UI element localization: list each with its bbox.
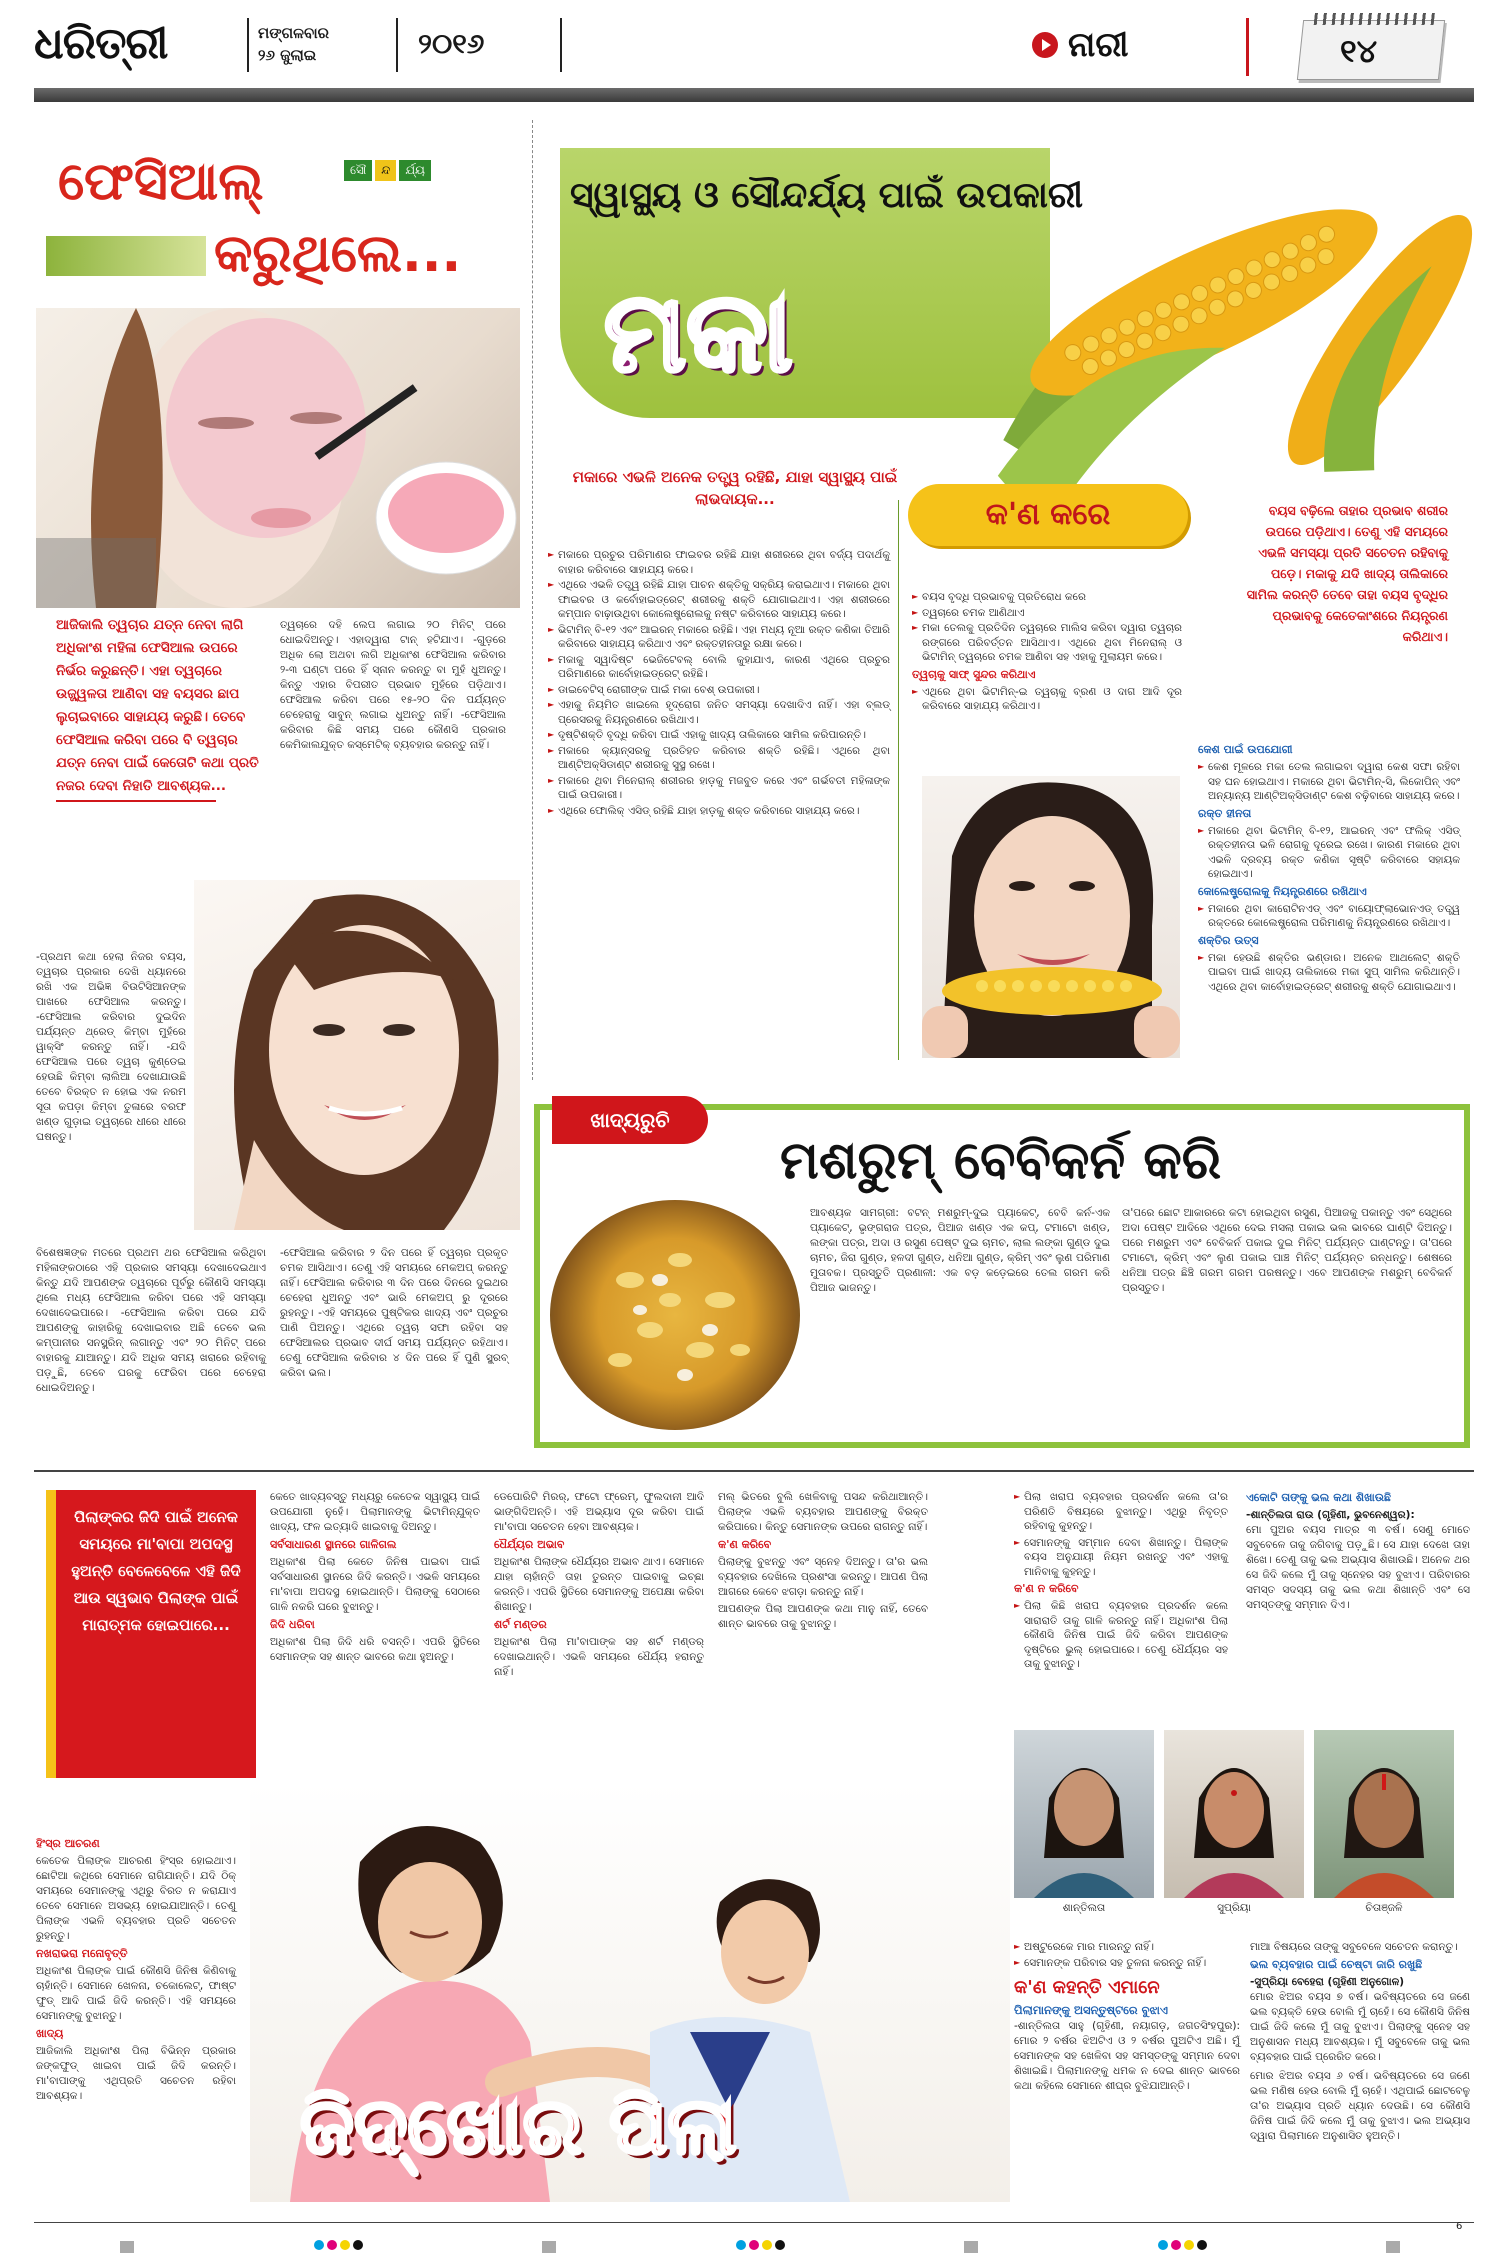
child-intro-box — [46, 1490, 256, 1778]
expert-left-text: -ଶାନ୍ତିଲତା ସାହୁ (ଗୃହିଣୀ, ନୟାଗଡ଼, ଜଗତସିଂହପୁର): ମୋର ୨ ବର୍ଷର ଝିଅଟିଏ ଓ ୨ ବର୍ଷର ପୁଅଟିଏ ଅଛି। ମୁଁ ସେମାନଙ୍କ ସହ ଖେଳିବା ସହ ସମସ୍ତଙ୍କୁ ସମ୍ମାନ ଦେବା ଶିଖାଇଛି। ପିଲାମାନଙ୍କୁ ଧମକ ନ ଦେଇ ଶାନ୍ତ ଭାବରେ କଥା କହିଲେ ସେମାନେ ଶୀଘ୍ର ବୁଝିଯାଆନ୍ତି। — [1014, 2020, 1240, 2092]
portrait-3 — [1314, 1730, 1454, 1930]
child-top-rule — [34, 1470, 1474, 1472]
child-c2-text-2: ଅଧିକାଂଶ ପିଲା ଜିଦି ଧରି ବସନ୍ତି। ଏପରି ସ୍ଥିତିରେ ସେମାନଙ୍କ ସହ ଶାନ୍ତ ଭାବରେ କଥା ହୁଅନ୍ତୁ। — [270, 1636, 480, 1663]
masthead-logo: ଧରିତ୍ରୀ — [34, 18, 168, 69]
corn-divider-line — [898, 500, 899, 1060]
portrait-1-caption: ଶାନ୍ତିଲତା — [1062, 1902, 1106, 1914]
facial-tag-3: ର୍ଯ୍ୟ — [399, 160, 431, 181]
portrait-2 — [1164, 1730, 1304, 1930]
child-col5-bottom — [1014, 1940, 1240, 2094]
child-col-2 — [270, 1488, 480, 1665]
child-col6-bottom — [1250, 1940, 1470, 2144]
facial-bottom-a — [36, 1246, 266, 1396]
portrait-2-caption: ସୁପ୍ରିୟା — [1217, 1902, 1251, 1914]
child-c2-text-1: ଅଧିକାଂଶ ପିଲା କେତେ ଜିନିଷ ପାଇବା ପାଇଁ ସର୍ବସାଧାରଣ ସ୍ଥାନରେ ଜିଦି କରନ୍ତି। ଏଭଳି ସମୟରେ ମା'ବାପା ଅପଦସ୍ଥ ହୋଇଥାନ୍ତି। ପିଲାଙ୍କୁ ସେଠାରେ ଗାଳି ନକରି ଘରେ ବୁଝାନ୍ତୁ। — [270, 1556, 480, 1613]
date: ୨୬ ଜୁଲାଇ — [258, 46, 317, 64]
experts-sub: ପିଲାମାନଙ୍କୁ ଅସନ୍ତୁଷ୍ଟରେ ବୁଝାଏ — [1014, 2003, 1168, 2017]
color-registration-icon — [120, 2240, 134, 2254]
corn-mid-bullet: ► ତ୍ୱଚାରେ ଚମକ ଆଣିଥାଏ — [912, 606, 1182, 621]
corn-bullet: ► ଏଥିରେ ଫୋଲିକ୍ ଏସିଡ୍ ରହିଛି ଯାହା ହାଡ଼କୁ ଶକ୍ତ କରିବାରେ ସାହାଯ୍ୟ କରେ। — [548, 804, 890, 819]
col6-text2: ମୋର ଝିଅର ବୟସ ୭ ବର୍ଷ। ଭବିଷ୍ୟତରେ ସେ ଜଣେ ଭଲ ବ୍ୟକ୍ତି ହେଉ ବୋଲି ମୁଁ ଚାହେଁ। ସେ କୌଣସି ଜିନିଷ ପାଇଁ ଜିଦି କଲେ ମୁଁ ତାକୁ ବୁଝାଏ। ପିଲାଙ୍କୁ ସ୍ନେହ ସହ ଅନୁଶାସନ ମଧ୍ୟ ଆବଶ୍ୟକ। ମୁଁ ସବୁବେଳେ ତାକୁ ଭଲ ବ୍ୟବହାର ପାଇଁ ପ୍ରେରିତ କରେ। — [1250, 1991, 1470, 2063]
portrait-3-photo — [1314, 1730, 1454, 1898]
color-registration-icon — [964, 2240, 978, 2254]
color-registration-icon — [1386, 2240, 1400, 2254]
header-date — [258, 22, 398, 66]
weekday: ମଙ୍ଗଳବାର — [258, 24, 330, 42]
facial-tag — [344, 160, 431, 181]
masthead — [34, 16, 244, 72]
registration-marks — [120, 2240, 1400, 2254]
cholesterol-head: କୋଲେଷ୍ଟ୍ରୋଲକୁ ନିୟନ୍ତ୍ରଣରେ ରଖିଥାଏ — [1198, 884, 1367, 898]
col6-head: ଏକୋଟି ତାଙ୍କୁ ଭଲ କଥା ଶିଖାଉଛି — [1246, 1491, 1391, 1504]
col5-bottom-1: ► ଅଷ୍ଟୁରେକେ ମାର ମାରନ୍ତୁ ନାହିଁ। — [1014, 1940, 1240, 1955]
year: ୨୦୧୬ — [418, 27, 485, 60]
color-registration-icon — [736, 2240, 785, 2254]
col6-head2: ଭଲ ବ୍ୟବହାର ପାଇଁ ଚେଷ୍ଟା ଜାରି ରଖୁଛି — [1250, 1958, 1423, 1971]
child-c4-head-1: କ'ଣ କରିବେ — [718, 1538, 772, 1551]
corn-right-col — [1198, 740, 1460, 995]
corn-bullet: ► ମକାରେ ଥିବା ମିନେରାଲ୍ ଶରୀରର ହାଡ଼କୁ ମଜବୁତ କରେ ଏବଂ ଗର୍ଭବତୀ ମହିଳାଙ୍କ ପାଇଁ ଉପକାରୀ। — [548, 774, 890, 803]
header-divider-4 — [1246, 18, 1249, 76]
child-c1-head-1: ନଖରାଭରା ମନୋବୃତ୍ତି — [36, 1947, 128, 1960]
corn-mid-bullet: ► ମକା ତେଲକୁ ପ୍ରତିଦିନ ତ୍ୱଚାରେ ମାଲିସ କରିବା ଦ୍ୱାରା ତ୍ୱଚାର ରଙ୍ଗରେ ପରିବର୍ତ୍ତନ ଆସିଥାଏ। ଏଥିରେ ଥିବା ମିନେରାଲ୍ ଓ ଭିଟାମିନ୍ ତ୍ୱଚାରେ ଚମକ ଆଣିବା ସହ ଏହାକୁ ମୁଲାୟମ କରେ। — [912, 621, 1182, 665]
facial-title-line2: କରୁଥିଲେ... — [214, 224, 462, 284]
facial-col-a-text: -ପ୍ରଥମ କଥା ହେଲା ନିଜର ବୟସ, ତ୍ୱଚାର ପ୍ରକାର ଦେଖି ଧ୍ୟାନରେ ରଖି ଏକ ଅଭିଜ୍ଞ ବିଉଟିସିଆନଙ୍କ ପାଖରେ ଫେସିଆଲ କରନ୍ତୁ। -ଫେସିଆଲ କରିବାର ଦୁଇଦିନ ପର୍ଯ୍ୟନ୍ତ ଥ୍ରେଡ୍ କିମ୍ବା ମୁହଁରେ ୱାକ୍ସିଂ କରନ୍ତୁ ନାହିଁ। -ଯଦି ଫେସିଆଲ ପରେ ତ୍ୱଚା କୁଣ୍ଡେଇ ହେଉଛି କିମ୍ବା ଲାଲିଆ ଦେଖାଯାଉଛି ତେବେ ବିରକ୍ତ ନ ହୋଇ ଏକ ନରମ ସୂତା କପଡ଼ା କିମ୍ବା ତୁଳାରେ ବରଫ ଖଣ୍ଡ ଗୁଡ଼ାଇ ତ୍ୱଚାରେ ଧୀରେ ଧୀରେ ଘଷନ୍ତୁ। — [36, 951, 186, 1143]
child-col-4 — [718, 1488, 928, 1632]
facial-title-line1: ଫେସିଆଲ୍ — [58, 152, 264, 212]
child-c3-text-0: ଡେପୋରିଟି ମିରର୍, ଫଟୋ ଫ୍ରେମ୍, ଫୁଲଦାନୀ ଆଦି ଭାଙ୍ଗିଦିଅନ୍ତି। ଏହି ଅଭ୍ୟାସ ଦୂର କରିବା ପାଇଁ ମା'ବାପା ସଚେତନ ହେବା ଆବଶ୍ୟକ। — [494, 1491, 704, 1533]
child-c1-head-0: ହିଂସ୍ର ଆଚରଣ — [36, 1837, 100, 1850]
footer-rule — [34, 2222, 1474, 2223]
child-c3-head-2: ଶର୍ଟ ମଣ୍ଡର — [494, 1618, 547, 1631]
child-c1-text-2: ଆଜିକାଲି ଅଧିକାଂଶ ପିଲା ବିଭିନ୍ନ ପ୍ରକାର ଜଙ୍କଫୁଡ୍ ଖାଇବା ପାଇଁ ଜିଦି କରନ୍ତି। ମା'ବାପାଙ୍କୁ ଏଥିପ୍ରତି ସଚେତନ ରହିବା ଆବଶ୍ୟକ। — [36, 2045, 236, 2102]
facial-title-accent-bar — [46, 236, 206, 276]
color-registration-icon — [542, 2240, 556, 2254]
child-c3-text-1: ଅଧିକାଂଶ ପିଲାଙ୍କ ଧୈର୍ଯ୍ୟର ଅଭାବ ଥାଏ। ସେମାନେ ଯାହା ଚାହାଁନ୍ତି ତାହା ତୁରନ୍ତ ପାଇବାକୁ ଇଚ୍ଛା କରନ୍ତି। ଏପରି ସ୍ଥିତିରେ ସେମାନଙ୍କୁ ଅପେକ୍ଷା କରିବା ଶିଖାନ୍ତୁ। — [494, 1556, 704, 1613]
smiling-woman-photo — [194, 880, 520, 1230]
what-it-does-label: କ'ଣ କରେ — [985, 497, 1111, 532]
energy-text: ► ମକା ହେଉଛି ଶକ୍ତିର ଭଣ୍ଡାର। ଅନେକ ଆଥଲେଟ୍ ଶକ୍ତି ପାଇବା ପାଇଁ ଖାଦ୍ୟ ତାଲିକାରେ ମକା ସୁପ୍ ସାମିଲ କରିଥାନ୍ତି। ଏଥିରେ ଥିବା କାର୍ବୋହାଇଡ୍ରେଟ୍ ଶରୀରକୁ ଶକ୍ତି ଯୋଗାଇଥାଏ। — [1198, 951, 1460, 995]
section-name: ନାରୀ — [1068, 25, 1129, 65]
corn-bullet: ► ମକାରେ ପ୍ରଚୁର ପରିମାଣର ଫାଇବର ରହିଛି ଯାହା ଶରୀରରେ ଥିବା ବର୍ଜ୍ୟ ପଦାର୍ଥକୁ ବାହାର କରିବାରେ ସାହାଯ୍ୟ କରେ। — [548, 548, 890, 577]
anemia-head: ରକ୍ତ ହୀନତା — [1198, 806, 1252, 820]
corn-bullets — [548, 548, 890, 819]
corn-kicker: ସ୍ୱାସ୍ଥ୍ୟ ଓ ସୌନ୍ଦର୍ଯ୍ୟ ପାଇଁ ଉପକାରୀ — [570, 175, 1084, 216]
col5-bottom-2: ► ସେମାନଙ୍କ ପରିବାର ସହ ତୁଳନା କରନ୍ତୁ ନାହିଁ। — [1014, 1956, 1240, 1971]
corn-skin-head: ତ୍ୱଚାକୁ ସାଫ୍ ସୁନ୍ଦର କରିଥାଏ — [912, 667, 1036, 681]
corn-mid-col — [912, 590, 1182, 715]
hair-head: କେଶ ପାଇଁ ଉପଯୋଗୀ — [1198, 743, 1293, 756]
facial-col-b — [280, 618, 506, 753]
facial-col-b-text: ତ୍ୱଚାରେ ଦହି ଲେପ ଲଗାଇ ୨୦ ମିନିଟ୍ ପରେ ଧୋଇଦିଅନ୍ତୁ। ଏହାଦ୍ୱାରା ଟାନ୍ ହଟିଯାଏ। -ଗୁଡ଼ରେ ଅଧିକ ଲୋ ଅଥବା ଲଗି ଅଧିକାଂଶ ଫେସିଆଲ କରିବାର ୨-୩ ଘଣ୍ଟା ପରେ ହିଁ ସ୍ନାନ କରନ୍ତୁ ବା ମୁହଁ ଧୁଅନ୍ତୁ। କିନ୍ତୁ ଏହାର ବିପରୀତ ପ୍ରଭାବ ମୁହଁରେ ପଡ଼ିଥାଏ। ଫେସିଆଲ କରିବା ପରେ ୧୫-୨୦ ଦିନ ପର୍ଯ୍ୟନ୍ତ ଚେହେରାକୁ ସାବୁନ୍ ଲଗାଇ ଧୁଅନ୍ତୁ ନାହିଁ। -ଫେସିଆଲ କରିବାର କିଛି ସମୟ ପରେ କୌଣସି ପ୍ରକାର କେମିକାଲଯୁକ୍ତ କସ୍ମେଟିକ୍ ବ୍ୟବହାର କରନ୍ତୁ ନାହିଁ। — [280, 619, 506, 751]
corn-bullet: ► ଦୃଷ୍ଟିଶକ୍ତି ବୃଦ୍ଧି କରିବା ପାଇଁ ଏହାକୁ ଖାଦ୍ୟ ତାଲିକାରେ ସାମିଲ କରିପାରନ୍ତି। — [548, 728, 890, 743]
corn-bullet: ► ଡାଇବେଟିସ୍ ରୋଗୀଙ୍କ ପାଇଁ ମକା ବେଶ୍ ଉପକାରୀ। — [548, 683, 890, 698]
corn-cobs-photo — [910, 150, 1474, 490]
portrait-3-caption: ଚିତାଞ୍ଜଳି — [1365, 1902, 1403, 1914]
child-title: ଜିଦ୍‌ଖୋର ପିଲା — [300, 2082, 737, 2172]
portrait-1-photo — [1014, 1730, 1154, 1898]
header-divider-1 — [247, 18, 249, 72]
corn-bullet: ► ଭିଟାମିନ୍ ବି-୧୨ ଏବଂ ଆଇରନ୍ ମକାରେ ରହିଛି। ଏହା ମଧ୍ୟ ନୂଆ ରକ୍ତ କଣିକା ତିଆରି କରିବାରେ ସାହାଯ୍ୟ କରିଥାଏ ଏବଂ ରକ୍ତହୀନତାରୁ ରକ୍ଷା କରେ। — [548, 623, 890, 652]
recipe-tag — [552, 1096, 708, 1144]
play-icon — [1032, 32, 1058, 58]
cholesterol-text: ► ମକାରେ ଥିବା କାରୋଟିନଏଡ୍ ଏବଂ ବାୟୋଫ୍ଲାଭୋନଏଡ୍ ତତ୍ତ୍ୱ ରକ୍ତରେ କୋଲେଷ୍ଟ୍ରୋଲ ପରିମାଣକୁ ନିୟନ୍ତ୍ରଣରେ ରଖିଥାଏ। — [1198, 902, 1460, 931]
child-c2-head-1: ସର୍ବସାଧାରଣ ସ୍ଥାନରେ ଗାଳିଗଲ — [270, 1538, 397, 1551]
child-c2-head-2: ଜିଦି ଧରିବା — [270, 1618, 315, 1631]
facial-intro-underline — [56, 800, 216, 802]
energy-head: ଶକ୍ତିର ଉତ୍ସ — [1198, 933, 1259, 947]
recipe-title: ମଶରୁମ୍ ବେବିକର୍ନ କରି — [780, 1131, 1222, 1191]
facial-col-a — [36, 950, 186, 1145]
corn-bullet: ► ମକାକୁ ସ୍ୱାଦିଷ୍ଟ ଭେଜିଟେବଲ୍ ବୋଲି କୁହାଯାଏ, କାରଣ ଏଥିରେ ପ୍ରଚୁର ପରିମାଣରେ କାର୍ବୋହାଇଡ୍ରେଟ୍ ରହିଛି। — [548, 653, 890, 682]
child-intro-text: ପିଲାଙ୍କର ଜିଦି ପାଇଁ ଅନେକ ସମୟରେ ମା'ବାପା ଅପଦସ୍ଥ ହୁଅନ୍ତି ବେଳେବେଳେ ଏହି ଜିଦି ଆଉ ସ୍ୱଭାବ ପିଲାଙ୍କ ପାଇଁ ମାରାତ୍ମକ ହୋଇପାରେ... — [71, 1508, 241, 1634]
facial-tag-2: ନ୍ଦ — [375, 160, 396, 181]
corn-bullet: ► ଏହାକୁ ନିୟମିତ ଖାଇଲେ ହୃଦ୍‌ରୋଗ ଜନିତ ସମସ୍ୟା ଦେଖାଦିଏ ନାହିଁ। ଏହା ବ୍ଲଡ୍ ପ୍ରେସରକୁ ନିୟନ୍ତ୍ରଣରେ ରଖିଥାଏ। — [548, 698, 890, 727]
facial-tag-1: ସୌ — [344, 160, 372, 181]
facial-intro — [56, 614, 266, 906]
corn-title: ମକା — [604, 268, 793, 396]
child-c4-text-1: ପିଲାଙ୍କୁ ବୁଝନ୍ତୁ ଏବଂ ସ୍ନେହ ଦିଅନ୍ତୁ। ତା'ର ଭଲ ବ୍ୟବହାର ଦେଖିଲେ ପ୍ରଶଂସା କରନ୍ତୁ। ଆପଣ ପିଲା ଆଗରେ କେବେ ଝଗଡ଼ା କରନ୍ତୁ ନାହିଁ। — [718, 1556, 928, 1598]
mushroom-babycorn-dish-photo — [550, 1200, 800, 1430]
recipe-tag-label: ଖାଦ୍ୟରୁଚି — [590, 1108, 670, 1132]
child-c4-text-2: ଆପଣଙ୍କ ପିଲା ଆପଣଙ୍କ କଥା ମାନୁ ନାହିଁ, ତେବେ ଶାନ୍ତ ଭାବରେ ତାକୁ ବୁଝାନ୍ତୁ। — [718, 1603, 928, 1630]
recipe-right-col — [1122, 1206, 1452, 1296]
portrait-2-photo — [1164, 1730, 1304, 1898]
child-c3-head-1: ଧୈର୍ଯ୍ୟର ଅଭାବ — [494, 1538, 565, 1551]
recipe-left-text: ଆବଶ୍ୟକ ସାମଗ୍ରୀ: ବଟନ୍ ମଶରୁମ୍-ଦୁଇ ପ୍ୟାକେଟ୍, ବେବି କର୍ନ-ଏକ ପ୍ୟାକେଟ୍, ଭୃଙ୍ଗରାଜ ପତ୍ର, ପିଆଜ ଖଣ୍ଡ ଏକ କପ୍, ଟମାଟୋ ଖଣ୍ଡ, ଲଙ୍କା ପତ୍ର, ଅଦା ଓ ରସୁଣ ପେଷ୍ଟ ଦୁଇ ଚାମଚ, ଲାଲ ଲଙ୍କା ଗୁଣ୍ଡ ଦୁଇ ଚାମଚ, ଜିରା ଗୁଣ୍ଡ, ହଳଦୀ ଗୁଣ୍ଡ, ଧନିଆ ଗୁଣ୍ଡ, କ୍ରିମ୍ ଏବଂ ଲୁଣ ପରିମାଣ ମୁତାବକ। ପ୍ରସ୍ତୁତି ପ୍ରଣାଳୀ: ଏକ ବଡ଼ କଡ଼େଇରେ ତେଲ ଗରମ କରି ପିଆଜ ଭାଜନ୍ତୁ। — [810, 1207, 1110, 1294]
hair-text: ► କେଶ ମୂଳରେ ମକା ତେଲ ଲଗାଇବା ଦ୍ୱାରା କେଶ ସଫା ରହିବା ସହ ଘନ ହୋଇଥାଏ। ମକାରେ ଥିବା ଭିଟାମିନ୍-ସି, ଲିକୋପିନ୍ ଏବଂ ଅନ୍ୟାନ୍ୟ ଆଣ୍ଟିଅକ୍ସିଡାଣ୍ଟ କେଶ ବଢ଼ିବାରେ ସାହାଯ୍ୟ କରେ। — [1198, 760, 1460, 804]
child-c5-text-0: ► ପିଲା ଖରାପ ବ୍ୟବହାର ପ୍ରଦର୍ଶନ କଲେ ତା'ର ପରିଣତି ବିଷୟରେ ବୁଝାନ୍ତୁ। ଏଥିରୁ ନିବୃତ୍ତ ରହିବାକୁ କୁହନ୍ତୁ। — [1014, 1490, 1228, 1534]
corn-red-note: ବୟସ ବଢ଼ିଲେ ତାହାର ପ୍ରଭାବ ଶରୀର ଉପରେ ପଡ଼ିଥାଏ। ତେଣୁ ଏହି ସମୟରେ ଏଭଳି ସମସ୍ୟା ପ୍ରତି ସଚେତନ ରହିବାକୁ ପଡ଼େ। ମକାକୁ ଯଦି ଖାଦ୍ୟ ତାଲିକାରେ ସାମିଲ କରନ୍ତି ତେବେ ତାହା ବୟସ ବୃଦ୍ଧିର ପ୍ରଭାବକୁ କେତେକାଂଶରେ ନିୟନ୍ତ୍ରଣ କରିଥାଏ। — [1246, 503, 1448, 644]
color-registration-icon — [314, 2240, 363, 2254]
col6-byline2: -ସୁପ୍ରିୟା ବେହେରା (ଗୃହିଣୀ ଅନୁଗୋଳ) — [1250, 1976, 1405, 1988]
child-c2-text-0: କେତେ ଖାଦ୍ୟବସ୍ତୁ ମଧ୍ୟରୁ କେତେକ ସ୍ୱାସ୍ଥ୍ୟ ପାଇଁ ଉପଯୋଗୀ ନୁହେଁ। ପିଲାମାନଙ୍କୁ ଭିଟାମିନ୍‌ଯୁକ୍ତ ଖାଦ୍ୟ, ଫଳ ଇତ୍ୟାଦି ଖାଇବାକୁ ଦିଅନ୍ତୁ। — [270, 1491, 480, 1533]
child-col-5 — [1014, 1488, 1228, 1673]
calendar-rings-icon — [1314, 13, 1435, 25]
facial-mask-photo — [36, 308, 520, 608]
section-separator — [532, 120, 534, 1080]
child-c5-text-2: ► ପିଲା କିଛି ଖରାପ ବ୍ୟବହାର ପ୍ରଦର୍ଶନ କଲେ ସାରାରାତି ତାକୁ ଗାଳି କରନ୍ତୁ ନାହିଁ। ଅଧିକାଂଶ ପିଲା କୌଣସି ଜିନିଷ ପାଇଁ ଜିଦି କରିବା ଆପଣଙ୍କ ଦୃଷ୍ଟିରେ ଭୁଲ୍ ହୋଇପାରେ। ତେଣୁ ଧୈର୍ଯ୍ୟର ସହ ତାକୁ ବୁଝାନ୍ତୁ। — [1014, 1599, 1228, 1672]
facial-bottom-a-text: ବିଶେଷଜ୍ଞଙ୍କ ମତରେ ପ୍ରଥମ ଥର ଫେସିଆଲ କରିଥିବା ମହିଳାଙ୍କଠାରେ ଏହି ପ୍ରକାର ସମସ୍ୟା ଦେଖାଦେଇଥାଏ କିନ୍ତୁ ଯଦି ଆପଣଙ୍କ ତ୍ୱଚାରେ ପୂର୍ବରୁ କୌଣସି ସମସ୍ୟା ଥିଲେ ମଧ୍ୟ ଫେସିଆଲ କରିବା ପରେ ଏହି ସମସ୍ୟା ଦେଖାଦେଇପାରେ। -ଫେସିଆଲ କରିବା ପରେ ଯଦି ଆପଣଙ୍କୁ କାହାରିକୁ ଦେଖାଇବାର ଅଛି ତେବେ ଭଲ କମ୍ପାନୀର ସନସ୍କ୍ରିନ୍ ଲଗାନ୍ତୁ ଏବଂ ୨୦ ମିନିଟ୍ ପରେ ବାହାରକୁ ଯାଆନ୍ତୁ। ଯଦି ଅଧିକ ସମୟ ଖରାରେ ରହିବାକୁ ପଡ଼ୁଛି, ତେବେ ଘରକୁ ଫେରିବା ପରେ ଚେହେରା ଧୋଇଦିଅନ୍ତୁ। — [36, 1247, 266, 1394]
footer-page-num: 6 — [1456, 2221, 1463, 2232]
child-c5-text-1: ► ସେମାନଙ୍କୁ ସମ୍ମାନ ଦେବା ଶିଖାନ୍ତୁ। ପିଲାଙ୍କ ବୟସ ଅନୁଯାୟୀ ନିୟମ ରଖନ୍ତୁ ଏବଂ ଏହାକୁ ମାନିବାକୁ କୁହନ୍ତୁ। — [1014, 1536, 1228, 1580]
child-col-1 — [36, 1834, 236, 2104]
experts-head: କ'ଣ କହନ୍ତି ଏମାନେ — [1014, 1977, 1160, 1998]
expert-right-text: ମୋର ଝିଅର ବୟସ ୬ ବର୍ଷ। ଭବିଷ୍ୟତରେ ସେ ଜଣେ ଭଲ ମଣିଷ ହେଉ ବୋଲି ମୁଁ ଚାହେଁ। ଏଥିପାଇଁ ଛୋଟବେଳୁ ତା'ର ଅଭ୍ୟାସ ପ୍ରତି ଧ୍ୟାନ ଦେଉଛି। ସେ କୌଣସି ଜିନିଷ ପାଇଁ ଜିଦି କଲେ ମୁଁ ତାକୁ ବୁଝାଏ। ଭଲ ଅଭ୍ୟାସ ଦ୍ୱାରା ପିଲାମାନେ ଅନୁଶାସିତ ହୁଅନ୍ତି। — [1250, 2070, 1470, 2142]
child-col-6 — [1246, 1488, 1470, 1613]
child-col-3 — [494, 1488, 704, 1680]
child-c4-text-0: ମଲ୍ ଭିତରେ ବୁଲି ଖେଳିବାକୁ ପସନ୍ଦ କରିଥାଆନ୍ତି। ପିଲାଙ୍କ ଏଭଳି ବ୍ୟବହାର ଆପଣଙ୍କୁ ବିରକ୍ତ କରିପାରେ। କିନ୍ତୁ ସେମାନଙ୍କ ଉପରେ ରାଗନ୍ତୁ ନାହିଁ। — [718, 1491, 928, 1533]
what-it-does-banner — [908, 484, 1188, 546]
page-number: ୧୪ — [1340, 32, 1378, 70]
child-c1-text-1: ଅଧିକାଂଶ ପିଲାଙ୍କ ପାଇଁ କୌଣସି ଜିନିଷ କିଣିବାକୁ ଚାହାଁନ୍ତି। ସେମାନେ ଖେଳନା, ଚକୋଲେଟ୍, ଫାଷ୍ଟ ଫୁଡ୍ ଆଦି ପାଇଁ ଜିଦି କରନ୍ତି। ଏହି ସମୟରେ ସେମାନଙ୍କୁ ବୁଝାନ୍ତୁ। — [36, 1965, 236, 2022]
header-divider-3 — [560, 18, 562, 72]
child-c1-head-2: ଖାଦ୍ୟ — [36, 2027, 64, 2040]
facial-intro-text: ଆଜିକାଲି ତ୍ୱଚାର ଯତ୍ନ ନେବା ଲାଗି ଅଧିକାଂଶ ମହିଳା ଫେସିଆଲ ଉପରେ ନିର୍ଭର କରୁଛନ୍ତି। ଏହା ତ୍ୱଚାରେ ଉଜ୍ଜ୍ୱଳତା ଆଣିବା ସହ ବୟସର ଛାପ ଲୁଚାଇବାରେ ସାହାଯ୍ୟ କରୁଛି। ତେବେ ଫେସିଆଲ କରିବା ପରେ ବି ତ୍ୱଚାର ଯତ୍ନ ନେବା ପାଇଁ କେତୋଟି କଥା ପ୍ରତି ନଜର ଦେବା ନିହାତି ଆବଶ୍ୟକ... — [56, 617, 259, 794]
col6-text: ମୋ ପୁଅର ବୟସ ମାତ୍ର ୩ ବର୍ଷ। ସେଣୁ ମୋତେ ସବୁବେଳେ ତାକୁ ଜଗିବାକୁ ପଡ଼ୁଛି। ସେ ଯାହା ଦେଖେ ତାହା ଶିଖେ। ତେଣୁ ତାକୁ ଭଲ ଅଭ୍ୟାସ ଶିଖାଉଛି। ଅନେକ ଥର ସେ ଜିଦି କଲେ ମୁଁ ତାକୁ ସ୍ନେହର ସହ ବୁଝାଏ। ପରିବାରର ସମସ୍ତ ସଦସ୍ୟ ତାକୁ ଭଲ କଥା ଶିଖାନ୍ତି ଏବଂ ସେ ସମସ୍ତଙ୍କୁ ସମ୍ମାନ ଦିଏ। — [1246, 1524, 1470, 1611]
portrait-1 — [1014, 1730, 1154, 1930]
facial-bottom-b — [280, 1246, 508, 1381]
facial-bottom-b-text: -ଫେସିଆଲ କରିବାର ୨ ଦିନ ପରେ ହିଁ ତ୍ୱଚାର ପ୍ରକୃତ ଚମକ ଆସିଥାଏ। ତେଣୁ ଏହି ସମୟରେ ମେକଅପ୍ କରନ୍ତୁ ନାହିଁ। ଫେସିଆଲ କରିବାର ୩ ଦିନ ପରେ ଦିନରେ ଦୁଇଥର ଚେହେରା ଧୁଅନ୍ତୁ ଏବଂ ଭାରି ମେକଅପ୍ ରୁ ଦୂରରେ ରୁହନ୍ତୁ। -ଏହି ସମୟରେ ପୁଷ୍ଟିକର ଖାଦ୍ୟ ଏବଂ ପ୍ରଚୁର ପାଣି ପିଅନ୍ତୁ। ଏଥିରେ ତ୍ୱଚା ସଫା ରହିବା ସହ ଫେସିଆଲର ପ୍ରଭାବ ଦୀର୍ଘ ସମୟ ପର୍ଯ୍ୟନ୍ତ ରହିଥାଏ। ତେଣୁ ଫେସିଆଲ କରିବାର ୪ ଦିନ ପରେ ହିଁ ପୁଣି ସ୍କ୍ରବ୍ କରିବା ଭଲ। — [280, 1247, 508, 1379]
portraits-row — [1014, 1730, 1470, 1930]
corn-mid-bullet: ► ବୟସ ବୃଦ୍ଧି ପ୍ରଭାବକୁ ପ୍ରତିରୋଧ କରେ — [912, 590, 1182, 605]
header-rule — [34, 88, 1474, 102]
child-c3-text-2: ଅଧିକାଂଶ ପିଲା ମା'ବାପାଙ୍କ ସହ ଶର୍ଟ ମଣ୍ଡର୍ ଦେଖାଇଥାନ୍ତି। ଏଭଳି ସମୟରେ ଧୈର୍ଯ୍ୟ ହରାନ୍ତୁ ନାହିଁ। — [494, 1636, 704, 1678]
col6-byline: -ଶାନ୍ତିଲତା ରାଉ (ଗୃହିଣୀ, ଭୁବନେଶ୍ୱର): — [1246, 1509, 1415, 1521]
corn-deck: ମକାରେ ଏଭଳି ଅନେକ ତତ୍ତ୍ୱ ରହିଛି, ଯାହା ସ୍ୱାସ୍ଥ୍ୟ ପାଇଁ ଲାଭଦାୟକ... — [572, 468, 898, 508]
recipe-right-text: ତା'ପରେ ଛୋଟ ଆକାରରେ କଟା ହୋଇଥିବା ରସୁଣ, ପିଆଜକୁ ପକାନ୍ତୁ ଏବଂ ସେଥିରେ ଅଦା ପେଷ୍ଟ ଆଦିରେ ଏଥିରେ ଦେଇ ମସଲା ପକାଇ ଭଲ ଭାବରେ ଘାଣ୍ଟି ଦିଅନ୍ତୁ। ପରେ ମଶରୁମ ଏବଂ ବେବିକର୍ନ ପକାଇ ଦୁଇ ମିନିଟ୍ ପର୍ଯ୍ୟନ୍ତ ଘାଣ୍ଟନ୍ତୁ। ତା'ପରେ ଟମାଟୋ, କ୍ରିମ୍ ଏବଂ ଲୁଣ ପକାଇ ପାଞ୍ଚ ମିନିଟ୍ ପର୍ଯ୍ୟନ୍ତ ରନ୍ଧନ୍ତୁ। ଶେଷରେ ଧନିଆ ପତ୍ର ଛିଞ୍ଚି ଗରମ ଗରମ ପରଷନ୍ତୁ। ଏବେ ଆପଣଙ୍କ ମଶରୁମ୍ ବେବିକର୍ନ ପ୍ରସ୍ତୁତ। — [1122, 1207, 1452, 1294]
woman-eating-corn-photo — [922, 776, 1180, 1058]
recipe-left-col — [810, 1206, 1110, 1296]
anemia-text: ► ମକାରେ ଥିବା ଭିଟାମିନ୍ ବି-୧୨, ଆଇରନ୍ ଏବଂ ଫଲିକ୍ ଏସିଡ୍ ରକ୍ତହୀନତା ଭଳି ରୋଗକୁ ଦୂରେଇ ରଖେ। କାରଣ ମକାରେ ଥିବା ଏଭଳି ଦ୍ରବ୍ୟ ରକ୍ତ କଣିକା ସୃଷ୍ଟି କରିବାରେ ସହାୟକ ହୋଇଥାଏ। — [1198, 824, 1460, 882]
child-c1-text-0: କେତେକ ପିଲାଙ୍କ ଆଚରଣ ହିଂସ୍ର ହୋଇଥାଏ। ଛୋଟିଆ କଥିରେ ସେମାନେ ରାଗିଯାନ୍ତି। ଯଦି ଠିକ୍ ସମୟରେ ସେମାନଙ୍କୁ ଏଥିରୁ ବିରତ ନ କରାଯାଏ ତେବେ ସେମାନେ ଅସଭ୍ୟ ହୋଇଯାଆନ୍ତି। ତେଣୁ ପିଲାଙ୍କ ଏଭଳି ବ୍ୟବହାର ପ୍ରତି ସଚେତନ ରୁହନ୍ତୁ। — [36, 1855, 236, 1942]
corn-bullet: ► ମକାରେ କ୍ୟାନ୍ସରକୁ ପ୍ରତିହତ କରିବାର ଶକ୍ତି ରହିଛି। ଏଥିରେ ଥିବା ଆଣ୍ଟିଅକ୍ସିଡାଣ୍ଟ ଶରୀରକୁ ସୁସ୍ଥ ରଖେ। — [548, 744, 890, 773]
header-divider-2 — [396, 18, 398, 72]
corn-skin-text: ► ଏଥିରେ ଥିବା ଭିଟାମିନ୍-ଇ ତ୍ୱଚାକୁ ବ୍ରଣ ଓ ଦାଗ ଆଦି ଦୂର କରିବାରେ ସାହାଯ୍ୟ କରିଥାଏ। — [912, 685, 1182, 714]
color-registration-icon — [1158, 2240, 1207, 2254]
child-c5-head-2: କ'ଣ ନ କରିବେ — [1014, 1582, 1079, 1595]
corn-bullet: ► ଏଥିରେ ଏଭଳି ତତ୍ତ୍ୱ ରହିଛି ଯାହା ପାଚନ ଶକ୍ତିକୁ ସକ୍ରିୟ କରାଇଥାଏ। ମକାରେ ଥିବା ଫାଇବର ଓ କର୍ବୋହାଇଡ୍ରେଟ୍ ଶରୀରକୁ ଶକ୍ତି ଯୋଗାଇଥାଏ। ଏହା ଶରୀରରେ କମ୍ପାନ ବାଢ଼ାଉଥିବା କୋଲେଷ୍ଟ୍ରୋଲକୁ ନଷ୍ଟ କରିବାରେ ସାହାଯ୍ୟ କରେ। — [548, 578, 890, 622]
col6-bottom-text: ମାଆ ବିଷୟରେ ତାଙ୍କୁ ସବୁବେଳେ ସଚେତନ କରାନ୍ତୁ। — [1250, 1941, 1458, 1953]
